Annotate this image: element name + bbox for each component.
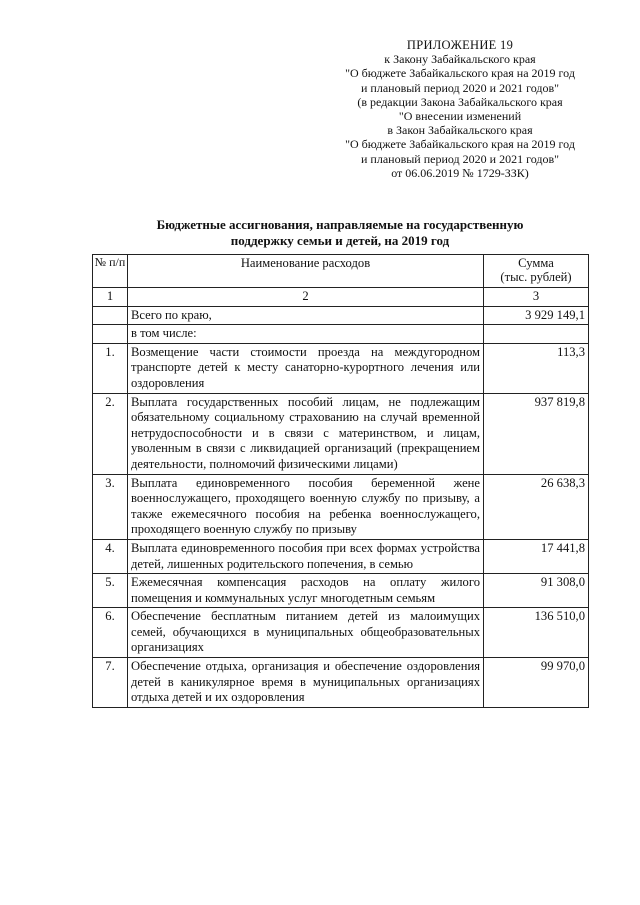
row-number: 3.	[93, 474, 128, 539]
row-name: Обеспечение бесплатным питанием детей из малоимущих семей, обучающихся в муниципальных общеобразовательных организациях	[128, 608, 484, 658]
header-line: в Закон Забайкальского края	[387, 123, 533, 138]
total-row	[93, 306, 589, 325]
including-row	[93, 325, 589, 344]
including-value-cell	[484, 325, 589, 344]
header-line: от 06.06.2019 № 1729-ЗЗК)	[391, 165, 529, 180]
header-line: (в редакции Закона Забайкальского края	[357, 94, 563, 109]
budget-table	[92, 254, 589, 708]
document-title	[90, 217, 590, 249]
including-label: в том числе:	[128, 325, 484, 344]
row-number: 6.	[93, 608, 128, 658]
row-name: Обеспечение отдыха, организация и обеспечение оздоровления детей в каникулярное время в муниципальных организациях отдыха детей и их оздоровления	[128, 658, 484, 708]
header-line: и плановый период 2020 и 2021 годов"	[360, 80, 560, 95]
table-row	[93, 574, 589, 608]
row-value: 99 970,0	[484, 658, 589, 708]
total-value: 3 929 149,1	[484, 306, 589, 325]
header-line: и плановый период 2020 и 2021 годов"	[360, 151, 560, 166]
row-number: 1.	[93, 343, 128, 393]
table-header-row	[93, 255, 589, 288]
column-index: 2	[128, 288, 484, 307]
row-value: 91 308,0	[484, 574, 589, 608]
header-sum-line2: (тыс. рублей)	[500, 270, 572, 284]
header-name: Наименование расходов	[128, 255, 484, 288]
row-number: 5.	[93, 574, 128, 608]
table-row	[93, 539, 589, 573]
row-name: Выплата государственных пособий лицам, не подлежащим обязательному социальному страхованию на случай временной нетрудоспособности и в связи с материнством, и лицам, уволенным в связи с ликвидацией организаций (прекращением деятельности, полномочий физическими лицами)	[128, 393, 484, 474]
column-index: 1	[93, 288, 128, 307]
header-line: "О бюджете Забайкальского края на 2019 год	[345, 66, 575, 81]
total-num-cell	[93, 306, 128, 325]
row-value: 113,3	[484, 343, 589, 393]
header-sum-line1: Сумма	[518, 256, 554, 270]
table-row	[93, 343, 589, 393]
appendix-header	[310, 38, 610, 180]
row-name: Возмещение части стоимости проезда на междугородном транспорте детей к месту санаторно-курортного лечения или оздоровления	[128, 343, 484, 393]
table-row	[93, 393, 589, 474]
header-num: № п/п	[93, 255, 128, 288]
row-name: Ежемесячная компенсация расходов на оплату жилого помещения и коммунальных услуг многодетным семьям	[128, 574, 484, 608]
table-row	[93, 474, 589, 539]
row-name: Выплата единовременного пособия при всех формах устройства детей, лишенных родительского попечения, в семью	[128, 539, 484, 573]
including-num-cell	[93, 325, 128, 344]
row-name: Выплата единовременного пособия беременной жене военнослужащего, проходящего военную службу по призыву, а также ежемесячного пособия на ребенка военнослужащего, проходящего военную службу по призыву	[128, 474, 484, 539]
column-index-row	[93, 288, 589, 307]
row-value: 26 638,3	[484, 474, 589, 539]
header-sum	[484, 255, 589, 288]
table-row	[93, 658, 589, 708]
row-number: 2.	[93, 393, 128, 474]
header-line: "О внесении изменений	[398, 109, 522, 124]
header-line: к Закону Забайкальского края	[384, 52, 536, 67]
row-value: 17 441,8	[484, 539, 589, 573]
title-line-2: поддержку семьи и детей, на 2019 год	[230, 233, 450, 248]
row-number: 4.	[93, 539, 128, 573]
header-line: "О бюджете Забайкальского края на 2019 год	[345, 137, 575, 152]
total-label: Всего по краю,	[128, 306, 484, 325]
row-value: 136 510,0	[484, 608, 589, 658]
row-number: 7.	[93, 658, 128, 708]
column-index: 3	[484, 288, 589, 307]
appendix-number: ПРИЛОЖЕНИЕ 19	[406, 38, 514, 52]
row-value: 937 819,8	[484, 393, 589, 474]
table-row	[93, 608, 589, 658]
title-line-1: Бюджетные ассигнования, направляемые на государственную	[156, 217, 524, 232]
